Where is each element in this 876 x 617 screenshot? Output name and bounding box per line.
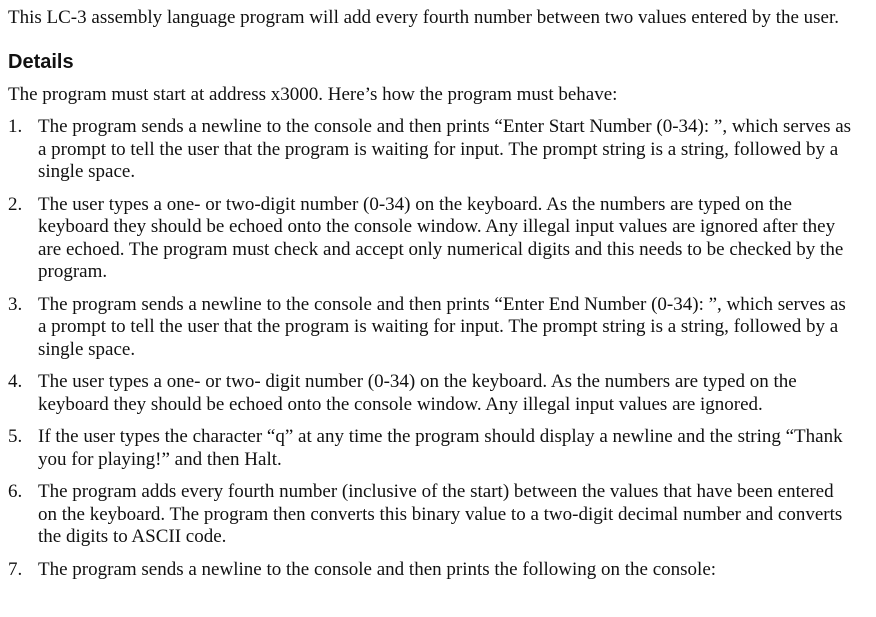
list-item-number: 1. xyxy=(8,116,23,137)
list-item xyxy=(8,559,856,582)
list-item-text: The user types a one- or two- digit number (0-34) on the keyboard. As the numbers are typed on the keyboard they should be echoed onto the console window. Any illegal input values are ignored. xyxy=(38,371,797,415)
list-item-number: 4. xyxy=(8,371,23,392)
list-item xyxy=(8,426,856,471)
document-page xyxy=(8,6,868,591)
intro-paragraph: This LC-3 assembly language program will add every fourth number between two values entered by the user. xyxy=(8,7,840,28)
list-item-text: The user types a one- or two-digit number (0-34) on the keyboard. As the numbers are typed on the keyboard they should be echoed onto the console window. Any illegal input values are ignored after they are echoed. The program must check and accept only numerical digits and this needs to be checked by the program. xyxy=(38,193,844,282)
details-lead: The program must start at address x3000. Here’s how the program must behave: xyxy=(8,84,618,105)
list-item-text: The program sends a newline to the console and then prints the following on the console: xyxy=(38,558,717,580)
list-item-number: 3. xyxy=(8,293,23,315)
list-item xyxy=(8,481,856,549)
list-item xyxy=(8,194,856,284)
details-heading: Details xyxy=(8,51,74,73)
list-item xyxy=(8,294,856,362)
list-item-number: 7. xyxy=(8,558,23,580)
list-item-number: 6. xyxy=(8,481,23,502)
list-item-number: 2. xyxy=(8,193,23,215)
list-item-text: The program sends a newline to the console and then prints “Enter End Number (0-34): ”, which serves as a prompt to tell the user that the program is waiting for input. The prompt string is a string, followed by a single space. xyxy=(38,293,846,360)
list-item xyxy=(8,116,856,184)
list-item-number: 5. xyxy=(8,426,23,447)
list-item xyxy=(8,371,856,416)
steps-list xyxy=(8,116,868,581)
list-item-text: The program sends a newline to the console and then prints “Enter Start Number (0-34): ”, which serves as a prompt to tell the user that the program is waiting for input. The prompt string is a string, followed by a single space. xyxy=(38,116,852,182)
list-item-text: The program adds every fourth number (inclusive of the start) between the values that have been entered on the keyboard. The program then converts this binary value to a two-digit decimal number and converts the digits to ASCII code. xyxy=(38,481,843,547)
list-item-text: If the user types the character “q” at any time the program should display a newline and the string “Thank you for playing!” and then Halt. xyxy=(38,426,843,470)
